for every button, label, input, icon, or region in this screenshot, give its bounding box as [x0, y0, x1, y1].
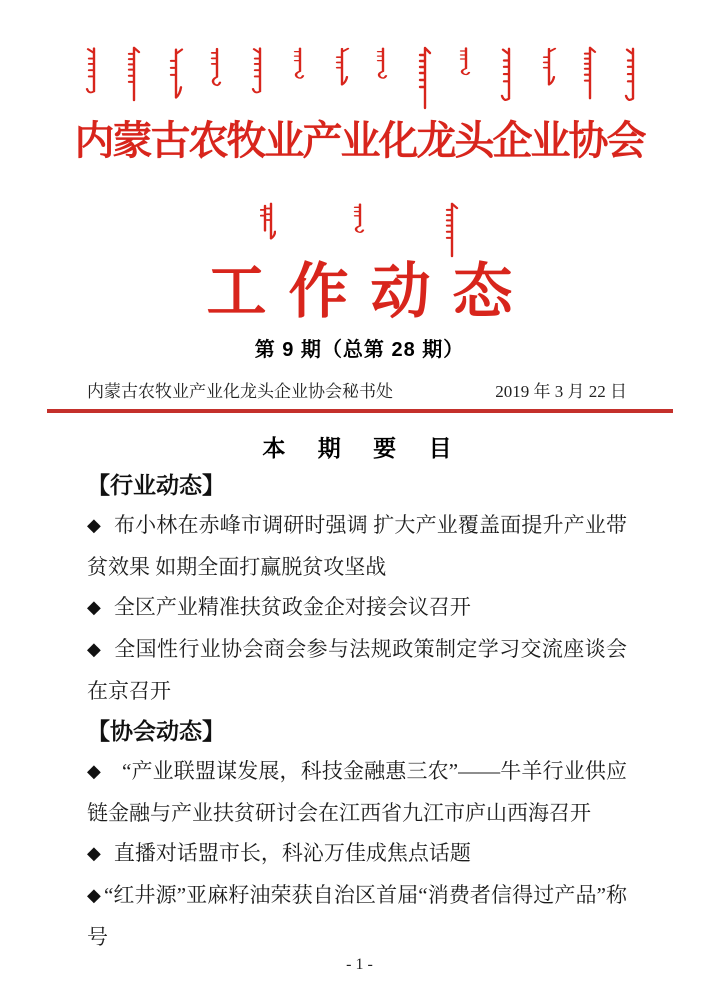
mongolian-script-glyph: [417, 46, 433, 110]
toc-item-text: 全区产业精准扶贫政金企对接会议召开: [113, 595, 471, 619]
mongolian-script-glyph: [624, 46, 640, 104]
mongolian-script-glyph: [85, 46, 101, 96]
diamond-bullet-icon: ◆: [87, 843, 101, 864]
table-of-contents: [87, 430, 627, 957]
toc-item-text: 布小林在赤峰市调研时强调 扩大产业覆盖面提升产业带贫效果 如期全面打赢脱贫攻坚战: [87, 513, 627, 579]
diamond-bullet-icon: ◆: [87, 639, 102, 660]
mongolian-script-glyph: [458, 46, 474, 78]
mongolian-script-glyph: [334, 46, 350, 88]
publish-date: 2019 年 3 月 22 日: [495, 382, 627, 401]
mongolian-script-glyph: [500, 46, 516, 104]
mongolian-script-glyph: [251, 46, 267, 96]
contents-heading: 本 期 要 目: [262, 435, 465, 461]
mongolian-script-glyph: [209, 46, 225, 90]
toc-item: [87, 505, 627, 587]
diamond-bullet-icon: ◆: [87, 885, 101, 906]
mongolian-script-glyph: [168, 46, 184, 102]
toc-item-text: “红井源”亚麻籽油荣获自治区首届“消费者信得过产品”称号: [87, 883, 628, 949]
toc-item: [87, 751, 627, 833]
red-divider-rule: [47, 409, 673, 413]
page-number: - 1 -: [346, 956, 373, 973]
mongolian-script-row-top: [85, 46, 640, 110]
mongolian-script-glyph: [582, 46, 598, 100]
mongolian-script-glyph: [126, 46, 142, 102]
section-label-industry-news: 【行业动态】: [87, 472, 225, 498]
toc-item-text: 全国性行业协会商会参与法规政策制定学习交流座谈会在京召开: [87, 637, 628, 703]
publisher-row: [87, 377, 627, 402]
mongolian-script-glyph: [541, 46, 557, 88]
diamond-bullet-icon: ◆: [87, 597, 101, 618]
toc-item: [87, 587, 627, 629]
mongolian-script-glyph: [292, 46, 308, 82]
mongolian-script-glyph: [260, 202, 276, 248]
toc-item: [87, 875, 627, 957]
bulletin-title: 工作动态: [206, 259, 535, 325]
issue-line: 第 9 期（总第 28 期）: [254, 339, 465, 361]
diamond-bullet-icon: ◆: [87, 761, 101, 782]
mongolian-script-glyph: [352, 202, 368, 236]
diamond-bullet-icon: ◆: [87, 515, 101, 536]
toc-item: [87, 833, 627, 875]
publisher-name: 内蒙古农牧业产业化龙头企业协会秘书处: [87, 382, 393, 401]
section-label-association-news: 【协会动态】: [87, 718, 225, 744]
toc-item-text: 直播对话盟市长，科沁万佳成焦点话题: [113, 841, 471, 865]
association-name: 内蒙古农牧业产业化龙头企业协会: [74, 118, 645, 163]
toc-item-text: “产业联盟谋发展，科技金融惠三农”——牛羊行业供应链金融与产业扶贫研讨会在江西省九江市庐山西海召开: [87, 759, 628, 825]
mongolian-script-glyph: [375, 46, 391, 82]
toc-item: [87, 629, 627, 711]
